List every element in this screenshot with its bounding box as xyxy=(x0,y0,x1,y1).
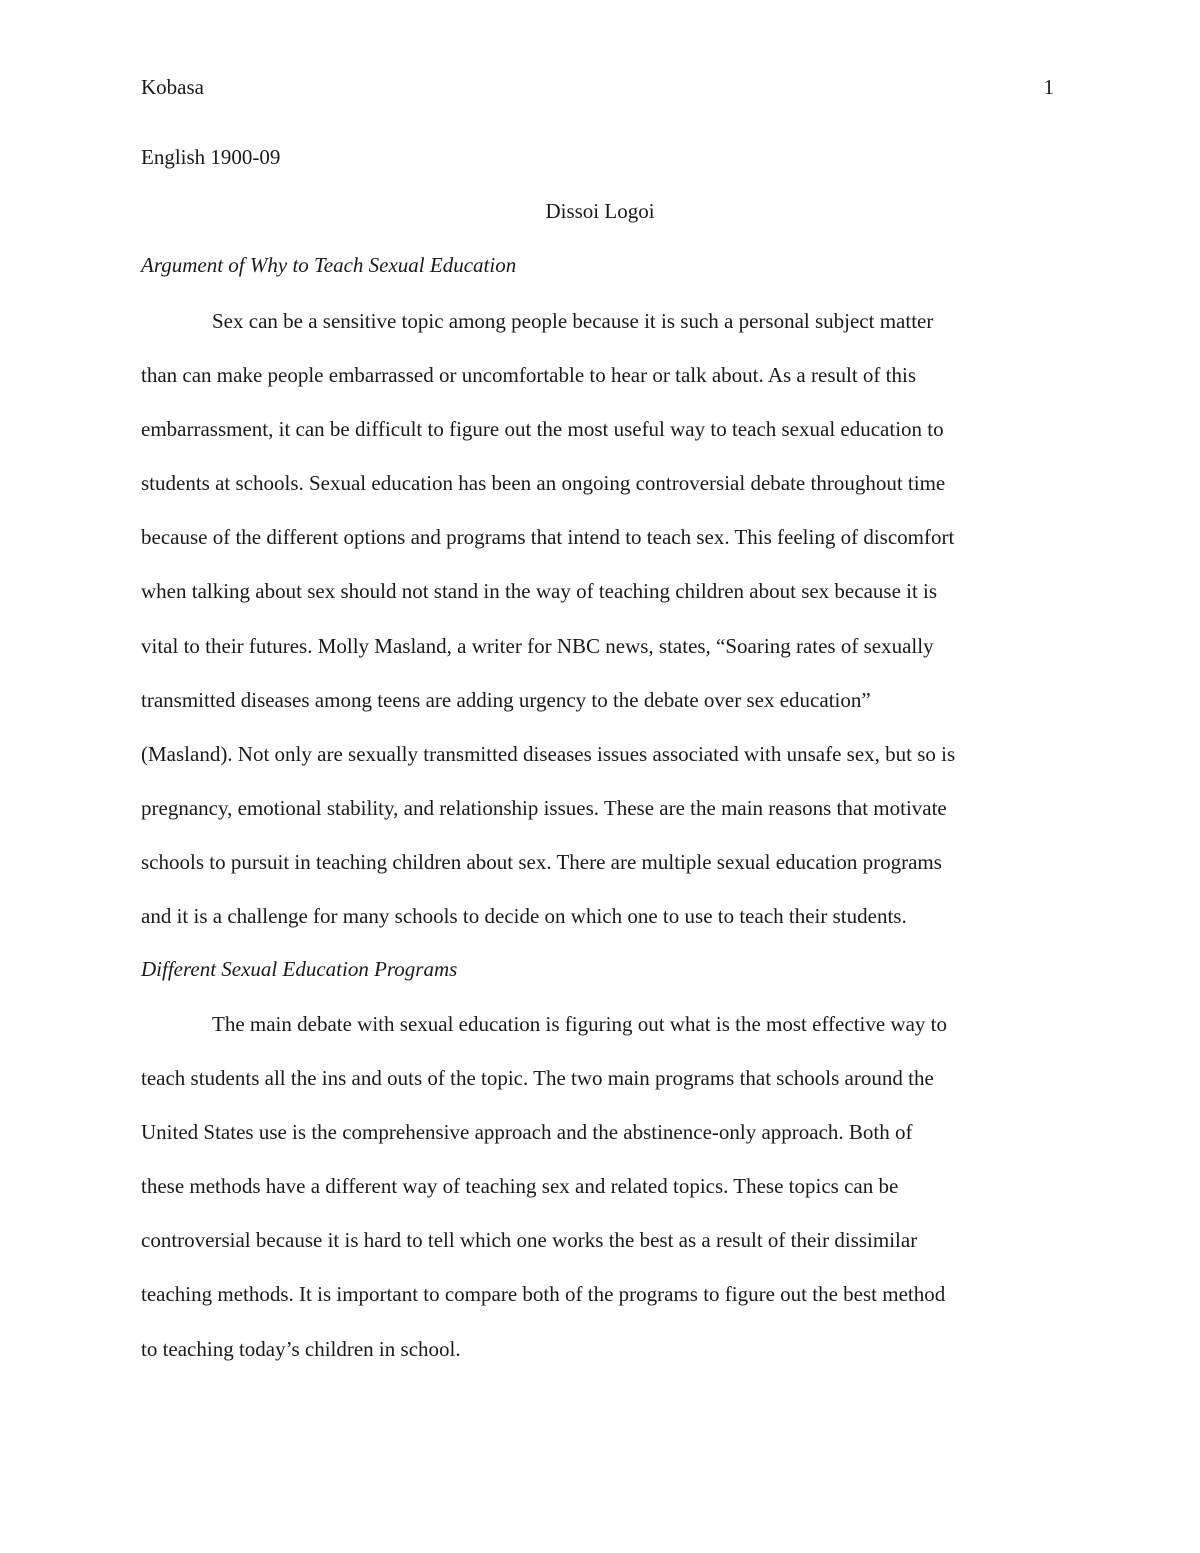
paragraph-line: The main debate with sexual education is figuring out what is the most effective way to xyxy=(212,1012,947,1036)
paragraph-line: these methods have a different way of teaching sex and related topics. These topics can be xyxy=(141,1174,899,1199)
paragraph-line: controversial because it is hard to tell which one works the best as a result of their dissimilar xyxy=(141,1228,918,1253)
paragraph-line: (Masland). Not only are sexually transmitted diseases issues associated with unsafe sex, but so is xyxy=(141,741,956,766)
paragraph-line: than can make people embarrassed or uncomfortable to hear or talk about. As a result of this xyxy=(141,363,916,388)
paragraph-line: schools to pursuit in teaching children about sex. There are multiple sexual education programs xyxy=(141,849,942,874)
section-heading: Argument of Why to Teach Sexual Education xyxy=(141,253,517,277)
paragraph xyxy=(141,308,1057,957)
paragraph-line: teach students all the ins and outs of the topic. The two main programs that schools around the xyxy=(141,1066,934,1091)
section-heading: Different Sexual Education Programs xyxy=(141,957,458,981)
paragraph-line: and it is a challenge for many schools to decide on which one to use to teach their students. xyxy=(141,904,907,929)
paragraph-line: to teaching today’s children in school. xyxy=(141,1336,461,1361)
paragraph-line: when talking about sex should not stand in the way of teaching children about sex because it is xyxy=(141,579,938,604)
paragraph-line: transmitted diseases among teens are adding urgency to the debate over sex education” xyxy=(141,687,871,712)
paragraph-line: because of the different options and programs that intend to teach sex. This feeling of discomfort xyxy=(141,525,955,550)
paragraph-line: embarrassment, it can be difficult to figure out the most useful way to teach sexual education to xyxy=(141,417,944,442)
paragraph-line: teaching methods. It is important to compare both of the programs to figure out the best method xyxy=(141,1282,946,1307)
paragraph-line: Sex can be a sensitive topic among people because it is such a personal subject matter xyxy=(212,309,934,333)
header-author: Kobasa xyxy=(141,75,204,99)
paragraph-line: United States use is the comprehensive approach and the abstinence-only approach. Both of xyxy=(141,1120,913,1145)
page-number: 1 xyxy=(1043,75,1054,99)
document-title: Dissoi Logoi xyxy=(545,199,655,223)
paragraph-line: pregnancy, emotional stability, and relationship issues. These are the main reasons that motivate xyxy=(141,795,947,820)
paragraph xyxy=(141,1011,1057,1390)
paragraph-line: vital to their futures. Molly Masland, a writer for NBC news, states, “Soaring rates of sexually xyxy=(141,633,934,658)
paragraph-line: students at schools. Sexual education has been an ongoing controversial debate throughout time xyxy=(141,471,946,496)
course-line: English 1900-09 xyxy=(141,145,281,169)
